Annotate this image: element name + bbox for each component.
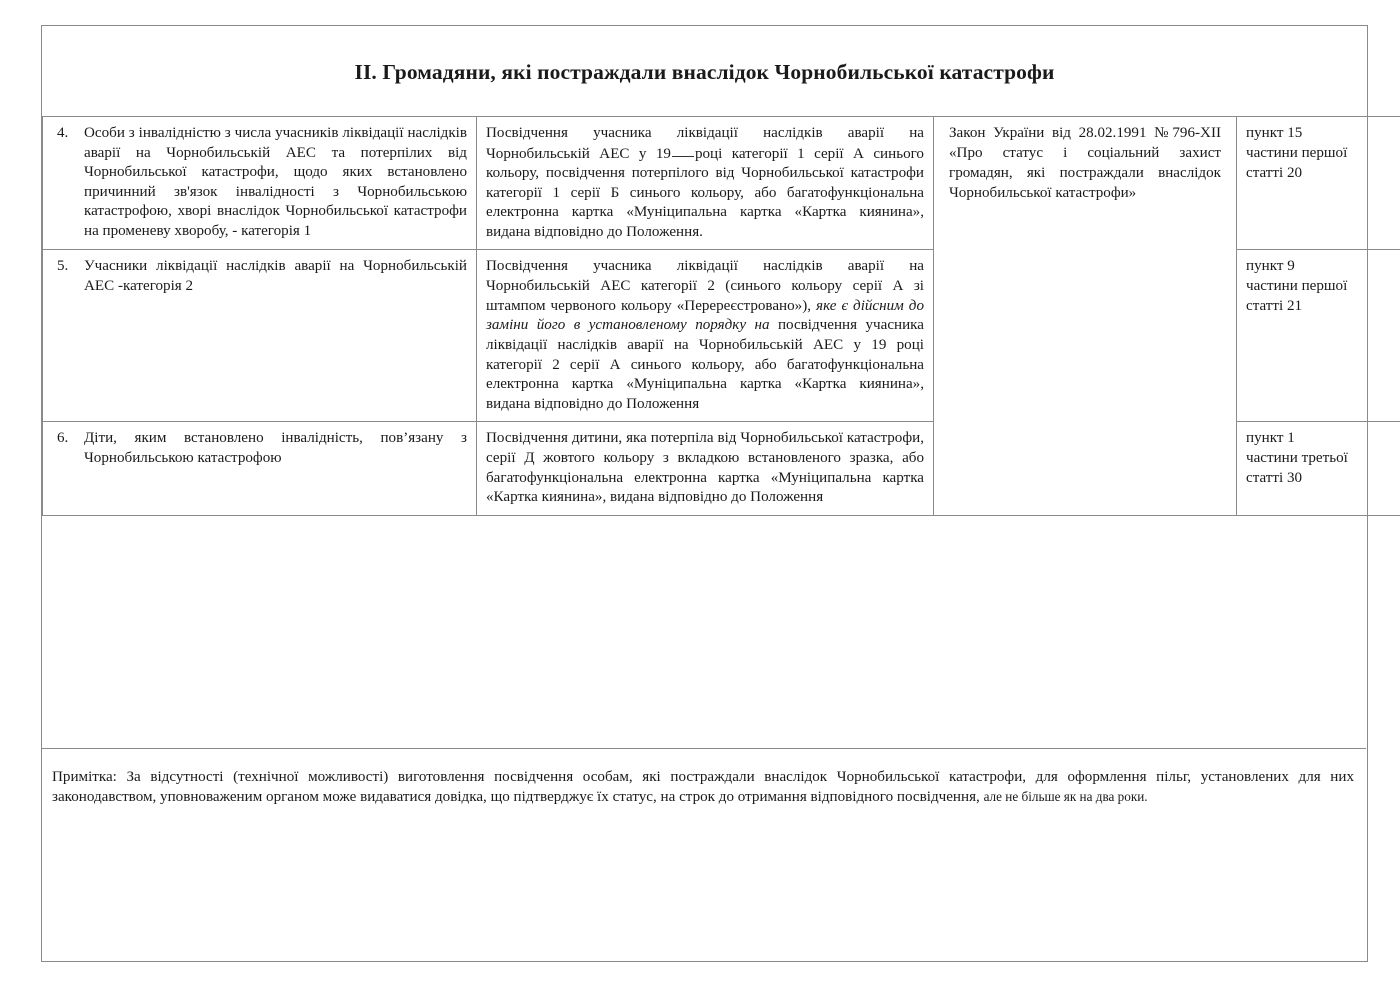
document-text — [486, 124, 924, 242]
page-title: II. Громадяни, які постраждали внаслідок Чорнобильської катастрофи — [354, 60, 1055, 84]
article-reference-text — [1246, 429, 1400, 489]
row-number: 4. — [57, 125, 69, 141]
document-cell — [477, 250, 934, 422]
row-number: 5. — [57, 258, 69, 275]
law-reference-text: Закон України від 28.02.1991 №796-XII «Про статус і соціальний захист громадян, які постраждали внаслідок Чорнобильської катастрофи» — [949, 125, 1221, 201]
document-text-part1: Посвідчення учасника ліквідації наслідків аварії на Чорнобильській АЕС у 19 — [486, 125, 924, 162]
category-text: Особи з інвалідністю з числа учасників ліквідації наслідків аварії на Чорнобильській АЕС та потерпілих від Чорнобильської катастрофи, щодо яких встановлено причинний зв'язок інвалідності з Чорнобильською катастрофою, хворі внаслідок Чорнобильської катастрофи на променеву хворобу, - категорія 1 — [84, 125, 467, 240]
reference-line-2: частини першої — [1246, 144, 1348, 161]
article-reference-cell — [1237, 422, 1400, 515]
row-number: 6. — [57, 430, 69, 447]
document-text — [486, 257, 924, 414]
reference-line-1: пункт 15 — [1246, 125, 1303, 141]
note-text — [42, 749, 1366, 807]
law-reference-cell — [934, 117, 1237, 516]
reference-line-3: статті 20 — [1246, 164, 1303, 181]
article-reference-text — [1246, 257, 1400, 317]
note-main-text: Примітка: За відсутності (технічної можливості) виготовлення посвідчення особам, які постраждали внаслідок Чорнобильської катастрофи, для оформлення пільг, установлених для них законодавством, уповноваженим органом може видаватися довідка, що підтверджує їх статус, на строк до отримання відповідного посвідчення, — [52, 769, 1354, 806]
document-text-part2: році категорії 1 серії А синього кольору, посвідчення потерпілого від Чорнобильської катастрофи категорії 1 серії Б синього кольору, або багатофункціональна електронна картка «Муніципальна картка «Картка киянина», видана відповідно до Положення. — [486, 145, 924, 240]
document-text-part1: Посвідчення учасника ліквідації наслідків аварії на Чорнобильській АЕС категорії 2 (синього кольору серії А зі штампом червоного кольору «Перереєстровано»), — [486, 258, 924, 314]
document-text-part2: посвідчення учасника ліквідації наслідків аварії на Чорнобильській АЕС у 19 році категорії 2 серії А синього кольору, або багатофункціональна електронна картка «Муніципальна картка «Картка киянина», видана відповідно до Положення — [486, 317, 924, 412]
article-reference-text — [1246, 124, 1400, 184]
note-section — [42, 748, 1366, 961]
article-reference-cell — [1237, 117, 1400, 250]
category-cell — [43, 250, 477, 422]
benefits-table — [42, 116, 1400, 516]
document-page — [41, 25, 1368, 962]
category-text: Учасники ліквідації наслідків аварії на Чорнобильській АЕС -категорія 2 — [84, 258, 467, 295]
document-cell — [477, 117, 934, 250]
reference-line-3: статті 30 — [1246, 470, 1303, 487]
article-reference-cell — [1237, 250, 1400, 422]
reference-line-2: частини першої — [1246, 278, 1348, 295]
category-cell — [43, 422, 477, 515]
reference-line-3: статті 21 — [1246, 298, 1303, 315]
document-cell — [477, 422, 934, 515]
reference-line-1: пункт 1 — [1246, 430, 1295, 447]
note-tail-text: але не більше як на два роки. — [983, 789, 1148, 805]
category-text: Діти, яким встановлено інвалідність, пов’язану з Чорнобильською катастрофою — [84, 430, 467, 466]
reference-line-2: частини третьої — [1246, 450, 1348, 467]
document-text-italic: яке є дійсним до заміни його в установленому порядку на — [486, 297, 924, 334]
table-row — [43, 117, 1400, 250]
document-text: Посвідчення дитини, яка потерпіла від Чорнобильської катастрофи, серії Д жовтого кольору з вкладкою встановленого зразка, або багатофункціональна електронна картка «Муніципальна картка «Картка киянина», видана відповідно до Положення — [486, 430, 924, 506]
category-cell — [43, 117, 477, 250]
fill-in-blank — [672, 144, 694, 158]
reference-line-1: пункт 9 — [1246, 258, 1295, 275]
